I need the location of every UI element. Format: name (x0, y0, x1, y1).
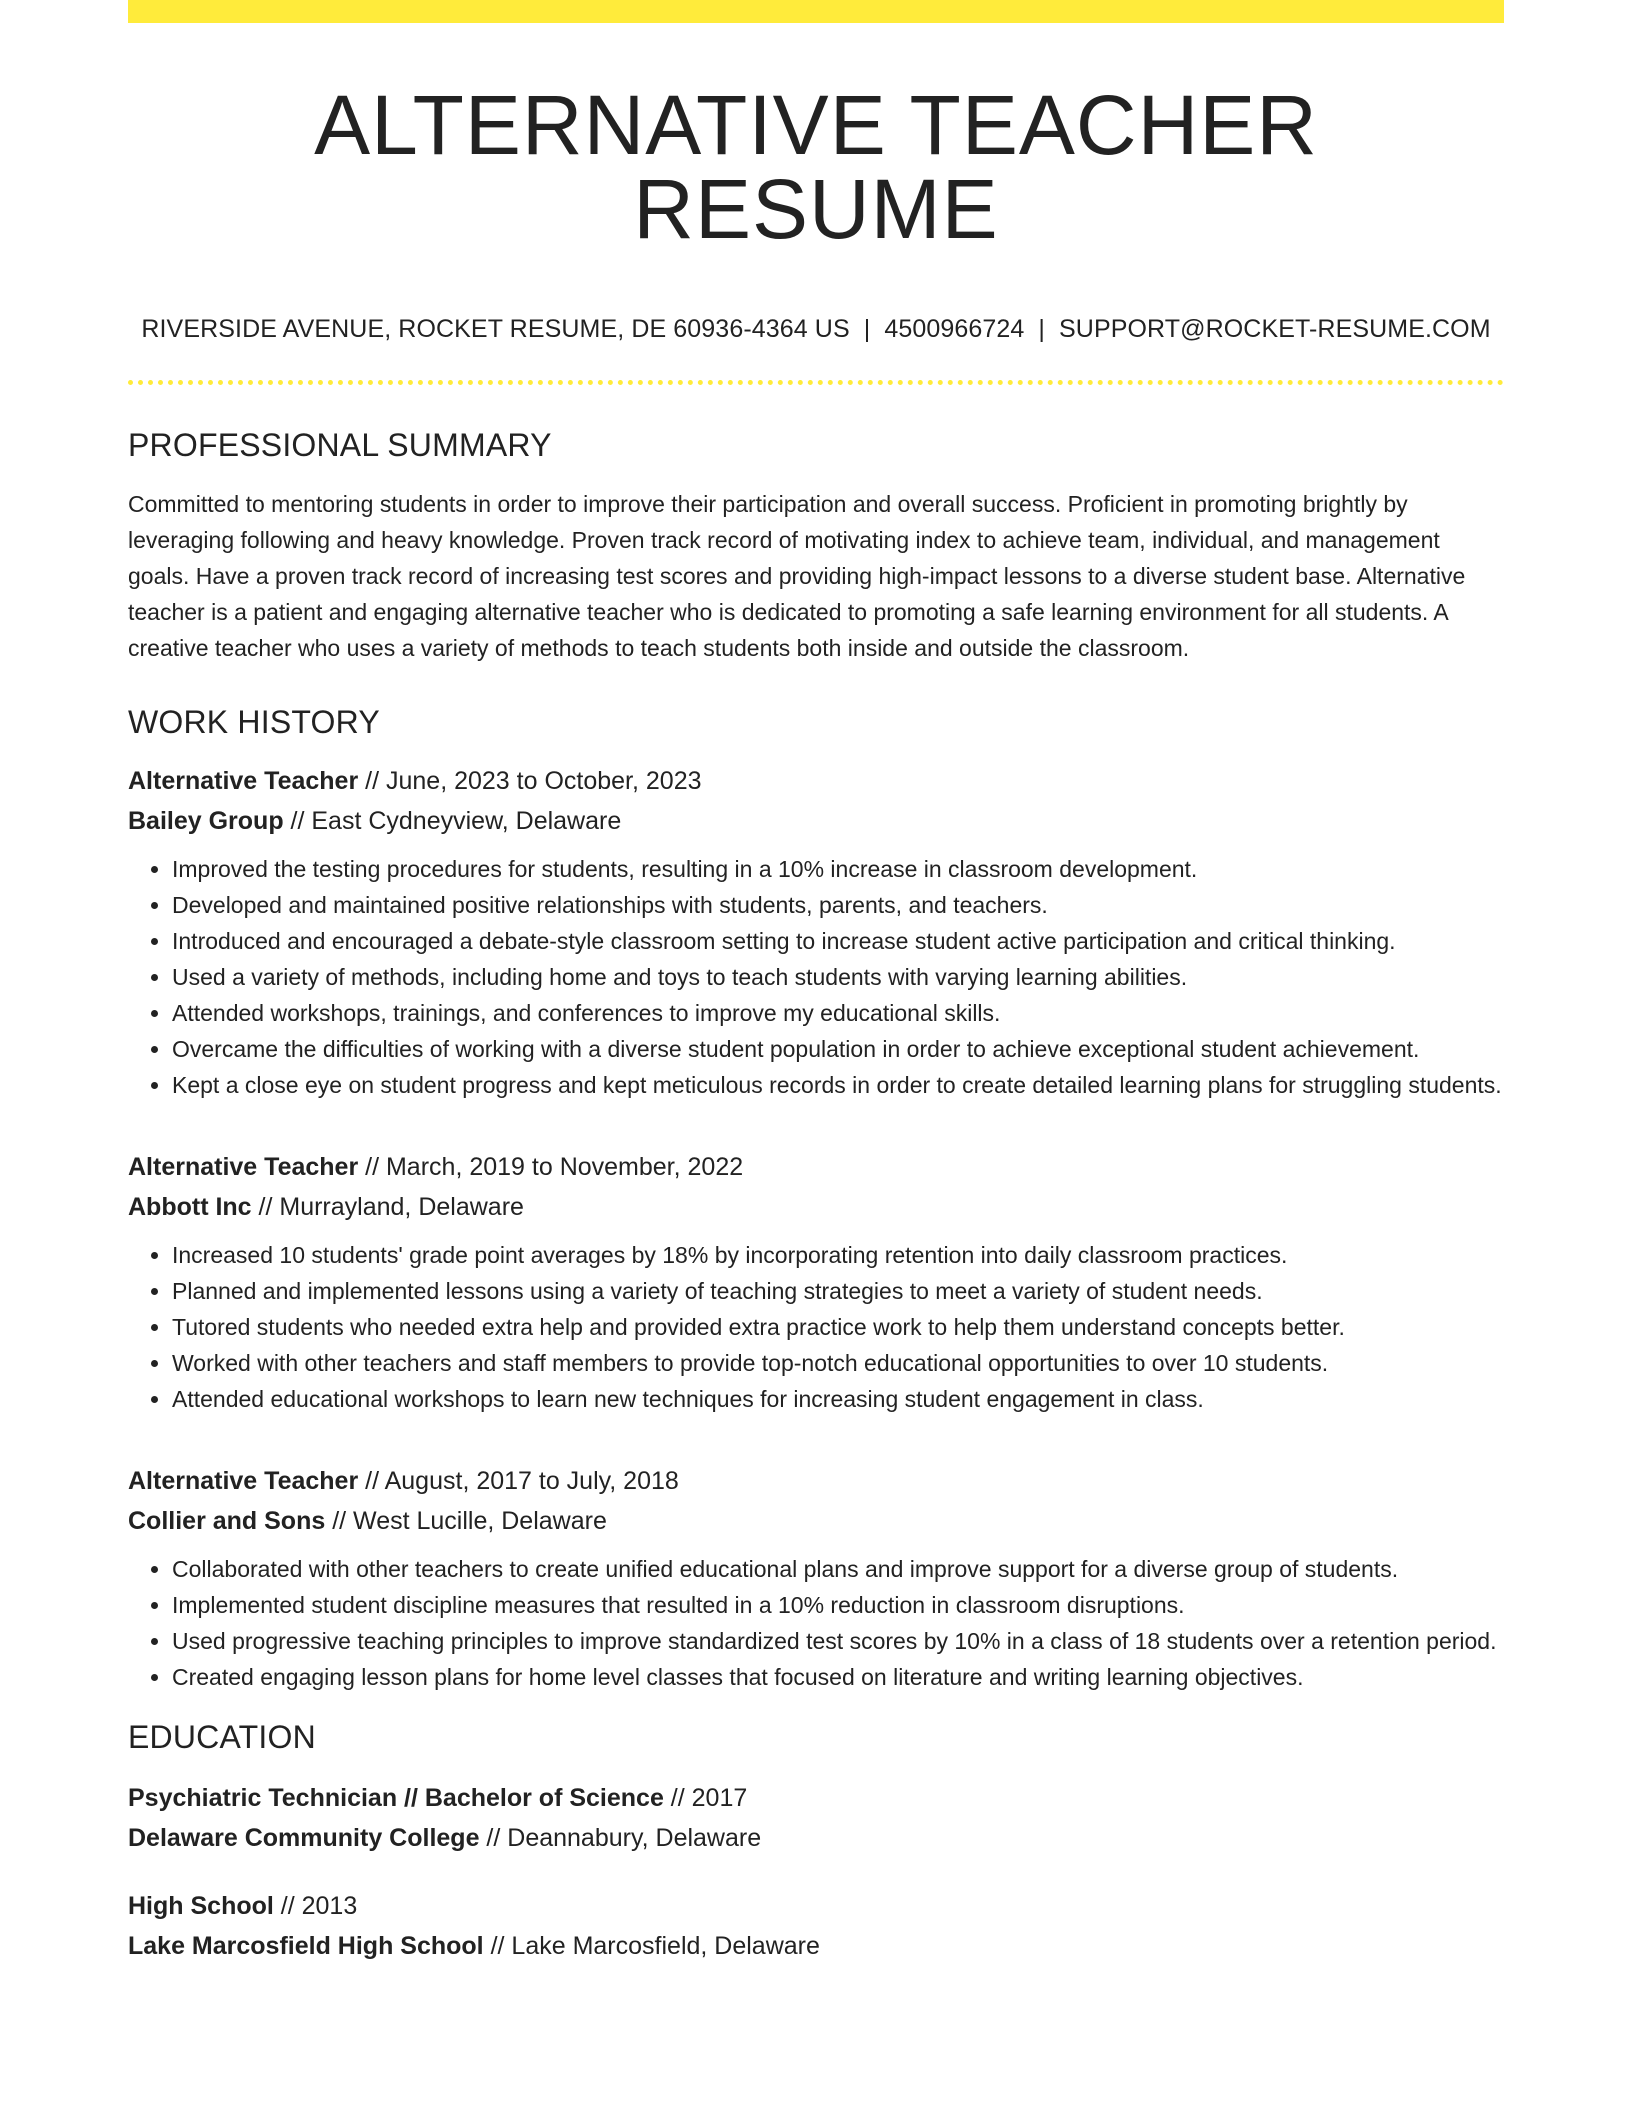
job-bullet: • Increased 10 students' grade point averages by 18% by incorporating retention into daily classroom practices. (172, 1237, 1504, 1273)
contact-line (128, 315, 1504, 344)
job-company-line (128, 801, 1504, 841)
accent-top-bar (128, 0, 1504, 23)
job-bullets (128, 851, 1504, 1103)
job-role-line (128, 1461, 1504, 1501)
education-year: // 2013 (273, 1892, 358, 1920)
education-entry (128, 1886, 1504, 1966)
contact-address: RIVERSIDE AVENUE, ROCKET RESUME, DE 60936-4364 US (141, 315, 850, 343)
job-title: Alternative Teacher (128, 1153, 359, 1181)
job-company: Bailey Group (128, 807, 284, 835)
job-location: // Murrayland, Delaware (251, 1193, 524, 1221)
job-dates: // March, 2019 to November, 2022 (358, 1153, 744, 1181)
education-year: // 2017 (663, 1784, 748, 1812)
contact-email: SUPPORT@ROCKET-RESUME.COM (1059, 315, 1491, 343)
job-bullet: • Planned and implemented lessons using a variety of teaching strategies to meet a variety of student needs. (172, 1273, 1504, 1309)
job-dates: // June, 2023 to October, 2023 (358, 767, 702, 795)
job-bullet: • Worked with other teachers and staff members to provide top-notch educational opportunities to over 10 students. (172, 1345, 1504, 1381)
job-bullet: • Used progressive teaching principles to improve standardized test scores by 10% in a class of 18 students over a retention period. (172, 1623, 1504, 1659)
education-degree-line (128, 1778, 1504, 1818)
summary-heading: PROFESSIONAL SUMMARY (128, 427, 552, 463)
job-bullet: • Implemented student discipline measures that resulted in a 10% reduction in classroom disruptions. (172, 1587, 1504, 1623)
job-bullet: • Attended educational workshops to learn new techniques for increasing student engagement in class. (172, 1381, 1504, 1417)
resume-page (128, 0, 1504, 1966)
job-company: Collier and Sons (128, 1507, 326, 1535)
job-role-line (128, 761, 1504, 801)
job-bullet: • Used a variety of methods, including home and toys to teach students with varying learning abilities. (172, 959, 1504, 995)
job-company-line (128, 1187, 1504, 1227)
education-school: Delaware Community College (128, 1824, 480, 1852)
education-degree-line (128, 1886, 1504, 1926)
job-bullet: • Overcame the difficulties of working with a diverse student population in order to achieve exceptional student achievement. (172, 1031, 1504, 1067)
work-history-heading: WORK HISTORY (128, 704, 380, 740)
contact-separator: | (1038, 315, 1046, 343)
job-title: Alternative Teacher (128, 1467, 359, 1495)
education-location: // Deannabury, Delaware (479, 1824, 762, 1852)
job-bullet: • Tutored students who needed extra help and provided extra practice work to help them understand concepts better. (172, 1309, 1504, 1345)
job-bullet: • Created engaging lesson plans for home level classes that focused on literature and writing learning objectives. (172, 1659, 1504, 1695)
job-company: Abbott Inc (128, 1193, 252, 1221)
job-bullet: • Collaborated with other teachers to create unified educational plans and improve support for a diverse group of students. (172, 1551, 1504, 1587)
summary-text: Committed to mentoring students in order to improve their participation and overall success. Proficient in promoting brightly by leveraging following and heavy knowledge. Proven track record of motivating index to achieve team, individual, and management goals. Have a proven track record of increasing test scores and providing high-impact lessons to a diverse student base. Alternative teacher is a patient and engaging alternative teacher who is dedicated to promoting a safe learning environment for all students. A creative teacher who uses a variety of methods to teach students both inside and outside the classroom. (128, 491, 1466, 661)
job-company-line (128, 1501, 1504, 1541)
education-entry (128, 1778, 1504, 1858)
education-heading: EDUCATION (128, 1719, 316, 1755)
contact-separator: | (863, 315, 871, 343)
resume-title: ALTERNATIVE TEACHER RESUME (314, 78, 1318, 256)
job-entry (128, 1147, 1504, 1417)
education-location: // Lake Marcosfield, Delaware (483, 1932, 820, 1960)
job-role-line (128, 1147, 1504, 1187)
job-bullet: • Introduced and encouraged a debate-style classroom setting to increase student active participation and critical thinking. (172, 923, 1504, 959)
job-location: // West Lucille, Delaware (325, 1507, 607, 1535)
job-bullet: • Kept a close eye on student progress and kept meticulous records in order to create detailed learning plans for struggling students. (172, 1067, 1504, 1103)
education-degree: Psychiatric Technician // Bachelor of Science (128, 1784, 664, 1812)
job-bullet: • Improved the testing procedures for students, resulting in a 10% increase in classroom development. (172, 851, 1504, 887)
contact-phone: 4500966724 (884, 315, 1025, 343)
job-bullet: • Attended workshops, trainings, and conferences to improve my educational skills. (172, 995, 1504, 1031)
job-bullet: • Developed and maintained positive relationships with students, parents, and teachers. (172, 887, 1504, 923)
job-title: Alternative Teacher (128, 767, 359, 795)
job-dates: // August, 2017 to July, 2018 (358, 1467, 679, 1495)
job-entry (128, 1461, 1504, 1695)
education-school: Lake Marcosfield High School (128, 1932, 484, 1960)
education-degree: High School (128, 1892, 274, 1920)
dotted-divider (128, 380, 1504, 385)
job-location: // East Cydneyview, Delaware (283, 807, 622, 835)
job-bullets (128, 1237, 1504, 1417)
education-school-line (128, 1926, 1504, 1966)
job-bullets (128, 1551, 1504, 1695)
job-entry (128, 761, 1504, 1103)
education-school-line (128, 1818, 1504, 1858)
